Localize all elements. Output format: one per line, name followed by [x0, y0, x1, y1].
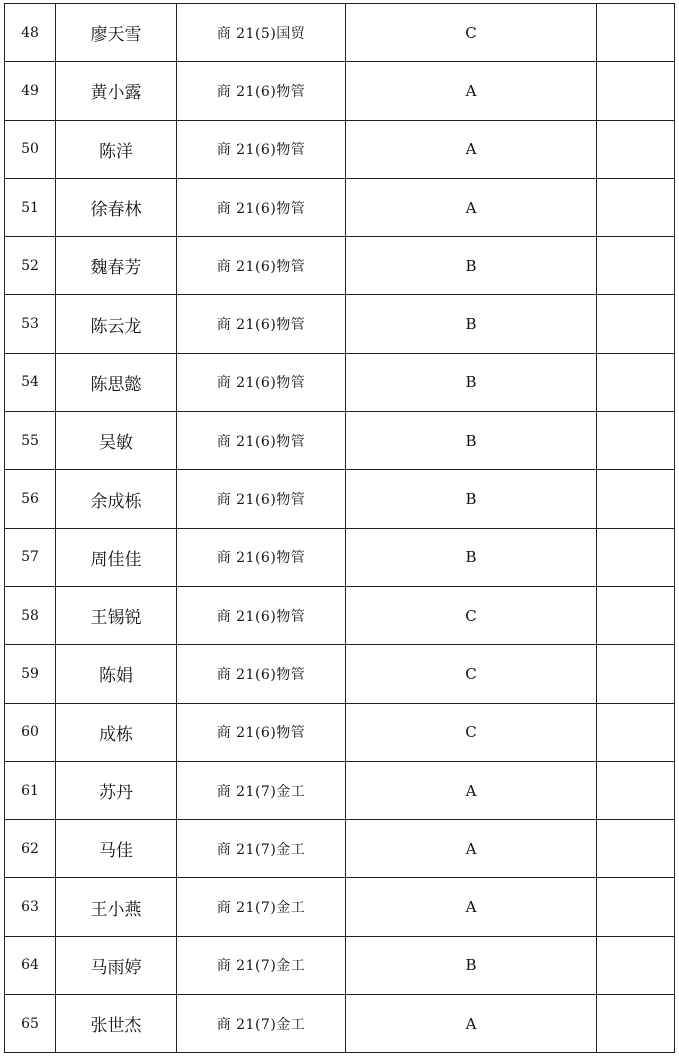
class-cell: 商 21(5)国贸: [177, 4, 346, 62]
remark-cell: [597, 120, 675, 178]
remark-cell: [597, 586, 675, 644]
row-number-cell: 65: [5, 995, 56, 1053]
class-cell: 商 21(7)金工: [177, 995, 346, 1053]
table-row: [5, 820, 675, 878]
grade-cell: A: [346, 178, 597, 236]
student-name-cell: 陈娟: [56, 645, 177, 703]
student-name-cell: 王锡锐: [56, 586, 177, 644]
grade-cell: A: [346, 995, 597, 1053]
table-row: [5, 353, 675, 411]
row-number-cell: 50: [5, 120, 56, 178]
row-number-cell: 63: [5, 878, 56, 936]
class-cell: 商 21(7)金工: [177, 878, 346, 936]
table-row: [5, 703, 675, 761]
class-cell: 商 21(6)物管: [177, 353, 346, 411]
student-name-cell: 张世杰: [56, 995, 177, 1053]
row-number-cell: 49: [5, 62, 56, 120]
student-name-cell: 马雨婷: [56, 936, 177, 994]
remark-cell: [597, 645, 675, 703]
remark-cell: [597, 761, 675, 819]
remark-cell: [597, 237, 675, 295]
remark-cell: [597, 178, 675, 236]
class-cell: 商 21(6)物管: [177, 528, 346, 586]
class-cell: 商 21(6)物管: [177, 120, 346, 178]
remark-cell: [597, 470, 675, 528]
student-name-cell: 苏丹: [56, 761, 177, 819]
student-name-cell: 陈洋: [56, 120, 177, 178]
grade-cell: A: [346, 820, 597, 878]
row-number-cell: 51: [5, 178, 56, 236]
grade-cell: A: [346, 62, 597, 120]
remark-cell: [597, 820, 675, 878]
student-name-cell: 陈云龙: [56, 295, 177, 353]
student-name-cell: 吴敏: [56, 412, 177, 470]
grade-cell: C: [346, 586, 597, 644]
row-number-cell: 57: [5, 528, 56, 586]
remark-cell: [597, 295, 675, 353]
remark-cell: [597, 995, 675, 1053]
row-number-cell: 56: [5, 470, 56, 528]
student-name-cell: 马佳: [56, 820, 177, 878]
grade-cell: C: [346, 703, 597, 761]
table-row: [5, 995, 675, 1053]
table-row: [5, 412, 675, 470]
student-name-cell: 周佳佳: [56, 528, 177, 586]
table-row: [5, 878, 675, 936]
student-grade-table: [4, 3, 675, 1053]
row-number-cell: 64: [5, 936, 56, 994]
grade-cell: A: [346, 761, 597, 819]
remark-cell: [597, 353, 675, 411]
grade-cell: B: [346, 412, 597, 470]
row-number-cell: 55: [5, 412, 56, 470]
remark-cell: [597, 703, 675, 761]
student-name-cell: 黄小露: [56, 62, 177, 120]
class-cell: 商 21(6)物管: [177, 412, 346, 470]
table-row: [5, 237, 675, 295]
student-name-cell: 魏春芳: [56, 237, 177, 295]
grade-cell: B: [346, 936, 597, 994]
table-body: [5, 4, 675, 1053]
row-number-cell: 52: [5, 237, 56, 295]
row-number-cell: 48: [5, 4, 56, 62]
row-number-cell: 62: [5, 820, 56, 878]
grade-cell: B: [346, 295, 597, 353]
grade-cell: B: [346, 353, 597, 411]
class-cell: 商 21(7)金工: [177, 820, 346, 878]
student-name-cell: 成栋: [56, 703, 177, 761]
student-name-cell: 王小燕: [56, 878, 177, 936]
remark-cell: [597, 878, 675, 936]
class-cell: 商 21(6)物管: [177, 586, 346, 644]
table-row: [5, 470, 675, 528]
class-cell: 商 21(6)物管: [177, 62, 346, 120]
row-number-cell: 53: [5, 295, 56, 353]
table-row: [5, 62, 675, 120]
class-cell: 商 21(6)物管: [177, 178, 346, 236]
table-row: [5, 528, 675, 586]
row-number-cell: 58: [5, 586, 56, 644]
table-row: [5, 586, 675, 644]
remark-cell: [597, 4, 675, 62]
table-row: [5, 936, 675, 994]
row-number-cell: 54: [5, 353, 56, 411]
grade-cell: A: [346, 120, 597, 178]
class-cell: 商 21(7)金工: [177, 761, 346, 819]
student-name-cell: 陈思懿: [56, 353, 177, 411]
remark-cell: [597, 936, 675, 994]
table-row: [5, 761, 675, 819]
student-name-cell: 廖天雪: [56, 4, 177, 62]
class-cell: 商 21(6)物管: [177, 703, 346, 761]
table-row: [5, 120, 675, 178]
table-row: [5, 4, 675, 62]
grade-cell: B: [346, 237, 597, 295]
class-cell: 商 21(6)物管: [177, 237, 346, 295]
class-cell: 商 21(6)物管: [177, 470, 346, 528]
grade-cell: C: [346, 4, 597, 62]
table-row: [5, 295, 675, 353]
remark-cell: [597, 62, 675, 120]
remark-cell: [597, 528, 675, 586]
class-cell: 商 21(7)金工: [177, 936, 346, 994]
grade-cell: B: [346, 528, 597, 586]
student-name-cell: 徐春林: [56, 178, 177, 236]
class-cell: 商 21(6)物管: [177, 645, 346, 703]
grade-cell: A: [346, 878, 597, 936]
class-cell: 商 21(6)物管: [177, 295, 346, 353]
table-row: [5, 645, 675, 703]
grade-cell: C: [346, 645, 597, 703]
student-name-cell: 余成栎: [56, 470, 177, 528]
row-number-cell: 60: [5, 703, 56, 761]
grade-cell: B: [346, 470, 597, 528]
row-number-cell: 59: [5, 645, 56, 703]
row-number-cell: 61: [5, 761, 56, 819]
table-row: [5, 178, 675, 236]
remark-cell: [597, 412, 675, 470]
